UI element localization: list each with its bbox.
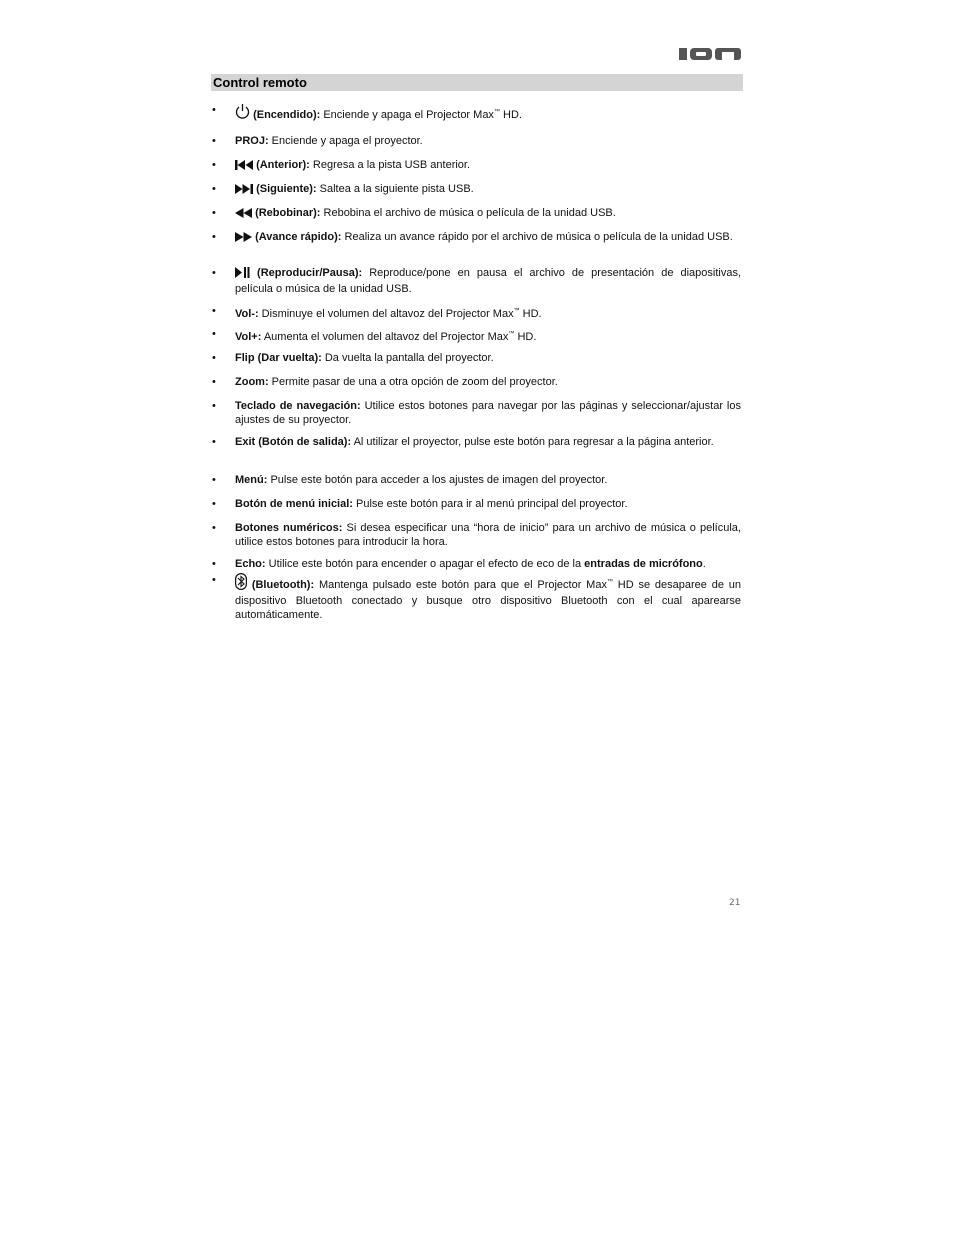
list-item — [211, 473, 741, 487]
item-label: (Anterior): — [256, 159, 310, 171]
item-description: Al utilizar el proyector, pulse este botón para regresar a la página anterior. — [351, 436, 714, 448]
item-description: Pulse este botón para ir al menú principal del proyector. — [352, 498, 628, 510]
item-label: Botón de menú inicial: — [235, 498, 353, 510]
item-description: Enciende y apaga el Projector Max — [320, 109, 494, 121]
list-item — [211, 304, 741, 321]
list-item — [211, 327, 741, 344]
item-description: Da vuelta la pantalla del proyector. — [321, 352, 494, 364]
item-description: Reproduce/pone en pausa el archivo de presentación de diapositivas, película o música de la unidad USB. — [235, 267, 741, 295]
item-label: (Bluetooth): — [251, 579, 315, 591]
bluetooth-icon — [235, 573, 247, 594]
item-label: (Avance rápido): — [255, 231, 342, 243]
list-item — [211, 573, 741, 622]
item-description: Enciende y apaga el proyector. — [268, 135, 423, 147]
item-description: Realiza un avance rápido por el archivo de música o película de la unidad USB. — [341, 231, 733, 243]
item-description-end: HD. — [514, 331, 537, 343]
list-item — [211, 158, 741, 174]
list-item — [211, 521, 741, 549]
list-item — [211, 134, 741, 148]
item-description: Rebobina el archivo de música o película de la unidad USB. — [320, 207, 616, 219]
previous-track-icon — [235, 160, 253, 174]
item-label: (Reproducir/Pausa): — [257, 267, 363, 279]
section-title: Control remoto — [211, 74, 743, 91]
ion-logo — [679, 47, 741, 61]
item-emphasis: entradas de micrófono — [584, 558, 703, 570]
item-label: Vol-: — [235, 308, 259, 320]
item-label: Echo: — [235, 558, 266, 570]
item-label: Menú: — [235, 474, 268, 486]
list-item — [211, 497, 741, 511]
item-label: Botones numéricos: — [235, 522, 343, 534]
list-item — [211, 103, 741, 124]
list-item — [211, 351, 741, 365]
list-item — [211, 206, 741, 222]
item-description: Utilice estos botones para navegar por las páginas y seleccionar/ajustar los ajustes de su proyector. — [235, 400, 741, 426]
item-label: Exit (Botón de salida): — [235, 436, 352, 448]
trademark-symbol: ™ — [513, 308, 520, 314]
list-item — [211, 182, 741, 198]
list-item — [211, 399, 741, 427]
fast-forward-icon — [235, 232, 252, 246]
page-number: 21 — [729, 898, 741, 908]
list-item — [211, 375, 741, 389]
item-label: Zoom: — [235, 376, 269, 388]
item-label: PROJ: — [235, 135, 269, 147]
trademark-symbol: ™ — [493, 109, 500, 115]
trademark-symbol: ™ — [508, 331, 515, 337]
item-label: (Encendido): — [253, 109, 321, 121]
item-label: Teclado de navegación: — [235, 400, 361, 412]
item-description: Utilice este botón para encender o apagar el efecto de eco de la — [265, 558, 585, 570]
item-description-end: HD. — [519, 308, 542, 320]
list-item — [211, 435, 741, 449]
list-item — [211, 230, 741, 246]
item-description-end: HD. — [499, 109, 522, 121]
list-item — [211, 557, 741, 571]
item-description: Aumenta el volumen del altavoz del Projector Max — [261, 331, 509, 343]
list-item — [211, 266, 741, 296]
item-label: Vol+: — [235, 331, 262, 343]
item-description-end: HD se desaparee de un dispositivo Bluetooth conectado y busque otro dispositivo Bluetooth con el cual aparearse automáticamente. — [235, 579, 741, 621]
next-track-icon — [235, 184, 253, 198]
item-label: (Rebobinar): — [255, 207, 321, 219]
item-description: Pulse este botón para acceder a los ajustes de imagen del proyector. — [267, 474, 608, 486]
item-label: Flip (Dar vuelta): — [235, 352, 322, 364]
item-label: (Siguiente): — [256, 183, 317, 195]
item-description-end: . — [702, 558, 706, 570]
item-description: Permite pasar de una a otra opción de zoom del proyector. — [268, 376, 558, 388]
item-description: Mantenga pulsado este botón para que el Projector Max — [314, 579, 607, 591]
rewind-icon — [235, 208, 252, 222]
play-pause-icon — [235, 267, 250, 282]
item-description: Regresa a la pista USB anterior. — [309, 159, 471, 171]
item-description: Disminuye el volumen del altavoz del Projector Max — [258, 308, 514, 320]
item-description: Si desea especificar una “hora de inicio” para un archivo de música o película, utilice estos botones para introducir la hora. — [235, 522, 741, 548]
item-description: Saltea a la siguiente pista USB. — [316, 183, 474, 195]
power-icon — [235, 103, 250, 124]
trademark-symbol: ™ — [606, 579, 613, 585]
